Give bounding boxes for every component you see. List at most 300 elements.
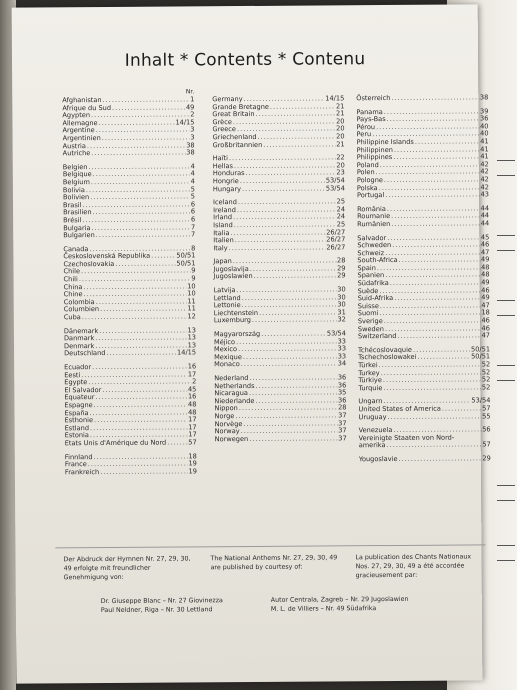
anthem-number: 53/54 [471, 396, 491, 405]
country-name: Suomi [357, 309, 379, 318]
column-1 [62, 88, 197, 476]
footer-divider [55, 544, 485, 548]
country-name: Spain [357, 263, 376, 273]
anthem-number: 21 [336, 139, 345, 148]
anthem-number: 20 [336, 132, 345, 141]
country-name: Polska [356, 183, 378, 192]
country-name: Méjico [213, 337, 236, 346]
country-name: Pologne [356, 175, 383, 185]
credits-right [271, 595, 461, 614]
country-name: Brasilien [63, 208, 92, 217]
country-name: Spanien [357, 271, 385, 280]
index-row [359, 442, 491, 451]
index-row [357, 220, 489, 229]
country-name: Uruguay [358, 412, 387, 421]
country-name: South-Africa [357, 256, 398, 265]
anthem-number: 40 [480, 129, 489, 138]
country-name: España [64, 408, 89, 417]
anthem-number: 2 [190, 110, 195, 119]
anthem-number: 50/51 [470, 345, 491, 354]
anthem-number: 8 [191, 244, 196, 253]
anthem-number: 5 [190, 184, 195, 193]
anthem-number: 7 [191, 230, 196, 239]
country-name: Italy [213, 243, 228, 252]
country-name: Türkiye [358, 376, 382, 385]
country-name: Monaco [214, 360, 240, 369]
anthem-number: 49 [480, 255, 490, 264]
country-name: Tschechoslowakei [358, 353, 417, 362]
country-name: Chine [63, 290, 83, 299]
country-name: Finnland [64, 452, 93, 461]
anthem-number: 41 [480, 144, 489, 153]
dot-leader [391, 94, 479, 102]
country-name: Esthonie [64, 416, 94, 425]
anthem-number: 57 [482, 404, 491, 413]
contents-page [12, 4, 491, 683]
country-name: Luxemburg [213, 316, 251, 325]
anthem-number: 37 [338, 426, 347, 435]
country-name: Honduras [212, 169, 245, 178]
anthem-number: 29 [337, 271, 346, 280]
anthem-number: 52 [481, 367, 491, 376]
country-name: Pays-Bas [356, 115, 386, 124]
country-name: Lettland [213, 293, 241, 302]
dot-leader [242, 185, 325, 193]
anthem-number: 44 [480, 204, 490, 213]
anthem-number: 32 [337, 315, 346, 324]
anthem-number: 39 [479, 106, 489, 115]
anthem-number: 37 [338, 434, 347, 443]
anthem-number: 4 [190, 169, 195, 178]
anthem-number: 17 [188, 423, 197, 432]
country-name: Germany [212, 95, 243, 104]
country-name: Switzerland [357, 332, 397, 341]
country-name: Griechenland [212, 132, 257, 142]
country-name: Netherlands [214, 381, 255, 390]
country-name: Philippinen [356, 145, 393, 154]
anthem-number: 26/27 [326, 227, 346, 236]
credit-line: Autor Centrala, Zagreb – Nr. 29 Jugoslawien [270, 595, 409, 604]
anthem-number: 52 [481, 360, 491, 369]
country-name: Sweden [357, 324, 384, 333]
index-row [214, 361, 346, 370]
country-name: Argentine [62, 126, 95, 135]
anthem-number: 6 [190, 200, 196, 209]
country-name: Island [213, 221, 233, 230]
country-name: Dänemark [63, 326, 99, 335]
anthem-number: 12 [187, 312, 196, 321]
anthem-number: 21 [335, 101, 345, 110]
country-name: Portugal [356, 191, 385, 200]
anthem-number: 11 [187, 304, 196, 313]
dot-leader [91, 150, 185, 158]
anthem-number: 21 [335, 109, 345, 118]
country-name: Norge [214, 412, 235, 421]
country-name: Nicaragua [214, 389, 248, 398]
country-name: Südafrika [357, 279, 389, 288]
country-name: Magyarország [213, 329, 261, 339]
country-name: Niederlande [214, 396, 255, 406]
country-name: Brasil [62, 200, 82, 209]
country-name: România [357, 204, 386, 213]
anthem-number: 23 [336, 168, 345, 177]
music-staff [497, 485, 515, 501]
country-name: amerika [358, 441, 386, 450]
index-row [65, 468, 197, 477]
country-name: Mexique [214, 352, 242, 362]
country-name: Grèce [212, 117, 232, 127]
country-name: China [63, 282, 83, 291]
anthem-number: 13 [187, 325, 196, 335]
anthem-number: 4 [190, 162, 195, 171]
column-2 [212, 87, 346, 443]
country-name: Egypte [64, 378, 88, 387]
footer-english: The National Anthems Nr. 27, 29, 30, 49 are published by courtesy of: [210, 554, 338, 572]
country-name: Jugoslavija [213, 264, 249, 274]
anthem-number: 52 [481, 375, 491, 384]
country-name: Československá Republika [63, 251, 151, 261]
country-name: Suède [357, 286, 379, 295]
country-name: United States of America [358, 404, 441, 414]
credits-left [101, 596, 251, 615]
index-row [359, 455, 491, 464]
country-name: Tchécoslovaquie [358, 345, 413, 355]
anthem-number: 57 [482, 440, 491, 449]
anthem-number: 53/54 [325, 183, 345, 192]
country-name: Türkei [358, 361, 378, 370]
index-row [357, 191, 489, 200]
dot-leader [254, 273, 337, 281]
country-name: Norvège [214, 419, 243, 428]
country-name: Mexico [214, 345, 238, 354]
country-name: Chile [63, 267, 81, 276]
page-title: Inhalt * Contents * Contenu [124, 49, 366, 71]
dot-leader [383, 384, 481, 392]
dot-leader [388, 413, 482, 421]
country-name: Brésil [63, 216, 82, 225]
anthem-number: 13 [187, 333, 196, 342]
country-name: Norway [214, 427, 240, 436]
country-name: Hungary [212, 184, 242, 193]
country-name: Czechoslovakia [63, 259, 115, 269]
anthem-number: 42 [480, 160, 489, 169]
index-row [65, 439, 197, 448]
anthem-number: 42 [480, 175, 489, 184]
country-name: Agypten [62, 111, 91, 120]
country-name: Bulgarien [63, 231, 95, 240]
country-name: Estonia [64, 431, 89, 440]
anthem-number: 49 [185, 102, 195, 112]
index-row [63, 150, 195, 159]
dot-leader [151, 253, 175, 261]
country-name: Deutschland [64, 349, 106, 358]
country-name: Panama [356, 107, 383, 116]
anthem-number: 50/51 [176, 259, 196, 268]
country-name: Iceland [212, 198, 237, 207]
anthem-number: 40 [480, 122, 489, 131]
country-name: Belgique [62, 170, 92, 179]
index-row [356, 94, 488, 103]
country-name: Greece [212, 125, 237, 134]
anthem-number: 48 [188, 407, 197, 416]
anthem-number: 46 [481, 285, 490, 295]
anthem-number: 35 [337, 388, 347, 397]
anthem-number: 57 [188, 438, 197, 447]
index-row [358, 333, 490, 342]
dot-leader [82, 313, 187, 321]
anthem-number: 45 [480, 232, 490, 241]
dot-leader [167, 439, 187, 447]
anthem-number: 46 [481, 323, 490, 332]
anthem-number: 4 [190, 177, 195, 186]
anthem-number: 29 [482, 454, 491, 463]
country-name: Great Britain [212, 110, 255, 119]
country-name: Ungarn [358, 397, 383, 406]
anthem-number: 55 [482, 411, 491, 420]
index-row [214, 317, 346, 326]
anthem-number: 20 [336, 124, 345, 133]
country-name: Colombia [63, 297, 95, 307]
dot-leader [229, 244, 326, 252]
index-row [64, 313, 196, 322]
anthem-number: 14/15 [325, 94, 345, 103]
country-name: Argentinien [62, 133, 101, 143]
country-name: Etats Unis d'Amérique du Nord [64, 438, 167, 448]
dot-leader [398, 455, 481, 463]
anthem-number: 17 [188, 415, 197, 424]
anthem-number: 7 [190, 222, 196, 231]
music-staff [497, 160, 515, 176]
anthem-number: 33 [337, 336, 347, 345]
anthem-number: 9 [191, 266, 196, 275]
credit-line: Dr. Giuseppe Blanc – Nr. 27 Giovinezza [100, 597, 223, 606]
anthem-number: 38 [186, 148, 195, 157]
dot-leader [96, 231, 190, 239]
anthem-number: 42 [480, 182, 489, 191]
anthem-number: 18 [481, 308, 490, 317]
country-name: Espagne [64, 401, 93, 410]
country-name: Equateur [64, 393, 95, 402]
anthem-number: 6 [190, 207, 196, 216]
credit-line: M. L. de Villiers – Nr. 49 Südafrika [270, 605, 377, 613]
country-name: Suid-Afrika [357, 294, 394, 303]
anthem-number: 10 [187, 289, 196, 298]
anthem-number: 48 [481, 270, 490, 279]
country-name: Italia [213, 228, 230, 237]
anthem-number: 56 [482, 425, 491, 434]
country-name: Eesti [64, 370, 81, 379]
anthem-number: 36 [480, 114, 489, 123]
anthem-number: 14/15 [177, 348, 197, 357]
anthem-number: 16 [187, 362, 197, 371]
country-name: Jugoslawien [213, 272, 253, 281]
anthem-number: 38 [186, 140, 195, 149]
country-name: Estland [64, 423, 90, 433]
country-name: Italien [213, 236, 234, 245]
anthem-number: 13 [187, 341, 197, 350]
country-name: Österreich [356, 93, 391, 103]
country-name: Pérou [356, 122, 376, 132]
country-name: Poland [356, 160, 379, 169]
country-name: Canada [63, 244, 89, 253]
dot-leader [100, 468, 187, 476]
anthem-number: 19 [188, 467, 197, 476]
dot-leader [391, 220, 479, 228]
music-staff [497, 235, 515, 251]
country-name: Cuba [63, 313, 81, 322]
dot-leader [252, 317, 337, 325]
column-3 [356, 86, 491, 463]
anthem-number: 41 [480, 152, 489, 161]
anthem-number: 14/15 [175, 118, 195, 127]
country-name: Frankreich [64, 467, 100, 476]
country-name: Irland [213, 213, 233, 222]
dot-leader [106, 350, 176, 358]
credit-line: Paul Neldner, Riga – Nr. 30 Lettland [100, 606, 213, 615]
country-name: Rumänien [357, 219, 391, 229]
country-name: El Salvador [64, 385, 102, 395]
footer-french: La publication des Chants Nationaux Nos. 27, 29, 30, 49 a été accordée gracieusement par: [355, 553, 472, 580]
anthem-number: 31 [337, 308, 346, 317]
anthem-number: 22 [336, 153, 345, 162]
anthem-number: 5 [190, 192, 195, 201]
country-name: Sverige [357, 317, 383, 326]
music-staff [497, 365, 515, 381]
dot-leader [397, 333, 480, 341]
dot-leader [385, 191, 479, 199]
dot-leader [263, 141, 335, 149]
country-name: Allemagne [62, 118, 98, 128]
anthem-number: 49 [481, 293, 490, 302]
country-name: Haïti [212, 154, 228, 163]
anthem-number: 53/54 [325, 176, 345, 185]
anthem-number: 29 [337, 264, 346, 273]
anthem-number: 50/51 [471, 352, 491, 361]
anthem-number: 53/54 [326, 329, 346, 338]
country-name: Philippines [356, 153, 393, 162]
anthem-number: 34 [337, 359, 347, 368]
anthem-number: 30 [337, 285, 346, 294]
anthem-number: 37 [338, 411, 347, 420]
country-name: Yougoslavie [358, 454, 398, 464]
country-name: Danmark [63, 334, 95, 343]
anthem-number: 16 [187, 392, 197, 401]
country-name: Polen [356, 168, 375, 177]
dot-leader [387, 442, 482, 450]
anthem-number: 17 [188, 430, 197, 439]
country-name: Schweiz [357, 248, 385, 257]
anthem-number: 36 [337, 380, 347, 389]
country-name: Norwegen [214, 434, 249, 443]
country-name: Belgium [62, 178, 90, 187]
anthem-number: 43 [480, 190, 489, 199]
music-staff [497, 545, 515, 561]
country-name: Belgien [62, 162, 88, 172]
anthem-number: 36 [337, 373, 347, 382]
country-name: Venezuela [358, 426, 393, 435]
anthem-number: 45 [187, 385, 197, 394]
anthem-number: 17 [187, 369, 197, 379]
index-row [213, 244, 345, 253]
anthem-number: 30 [337, 300, 346, 309]
country-name: Autriche [62, 149, 91, 158]
index-row [213, 141, 345, 150]
anthem-number: 1 [190, 95, 195, 104]
anthem-number: 42 [480, 167, 489, 176]
country-name: Afghanistan [62, 96, 102, 105]
index-row [63, 231, 195, 240]
country-name: Chili [63, 275, 78, 284]
country-name: Japan [213, 257, 232, 266]
anthem-number: 47 [480, 247, 490, 257]
anthem-number: 25 [336, 197, 346, 206]
anthem-number: 47 [481, 301, 490, 310]
country-name: Bulgaria [63, 223, 91, 232]
country-name: Liechtenstein [213, 308, 259, 318]
country-name: Philippine Islands [356, 137, 414, 147]
music-staff [497, 300, 515, 316]
anthem-number: 28 [337, 256, 346, 265]
index-row [64, 350, 196, 359]
anthem-number: 44 [480, 219, 490, 228]
anthem-number: 41 [480, 137, 489, 146]
anthem-number: 19 [188, 459, 197, 468]
anthem-number: 9 [191, 274, 196, 283]
country-name: Nippon [214, 404, 238, 413]
anthem-number: 25 [336, 220, 346, 229]
anthem-number: 37 [338, 418, 347, 427]
anthem-number: 3 [190, 133, 195, 142]
country-name: Ireland [213, 205, 236, 214]
anthem-number: 3 [190, 125, 195, 134]
anthem-number: 48 [188, 400, 197, 409]
country-name: Peru [356, 130, 372, 139]
country-name: Afrique du Sud [62, 103, 112, 112]
anthem-number: 20 [336, 117, 345, 126]
anthem-number: 52 [481, 383, 491, 392]
country-name: Nederland [214, 373, 249, 383]
country-name: France [64, 460, 87, 469]
anthem-number: 6 [190, 215, 196, 224]
country-name: Ecuador [64, 363, 92, 372]
country-name: Turkey [358, 368, 380, 377]
anthem-number: 11 [187, 297, 196, 306]
anthem-number: 18 [188, 451, 197, 460]
anthem-number: 33 [337, 352, 347, 361]
country-name: Latvija [213, 286, 236, 295]
anthem-number: 10 [187, 282, 196, 291]
anthem-number: 48 [481, 263, 490, 272]
country-name: Columbien [63, 305, 100, 314]
country-name: Suisse [357, 301, 379, 311]
country-name: Denmark [63, 341, 95, 351]
anthem-number: 24 [336, 212, 346, 221]
anthem-number: 28 [338, 403, 347, 412]
anthem-number: 33 [337, 344, 347, 353]
anthem-number: 44 [480, 211, 490, 220]
country-name: Roumanie [357, 212, 391, 221]
dot-leader [241, 361, 337, 369]
country-name: Hellas [212, 161, 233, 170]
dot-leader [249, 435, 337, 443]
anthem-number: 36 [337, 396, 347, 405]
country-name: Hongrie [212, 176, 239, 186]
anthem-number: 46 [481, 316, 490, 325]
country-name: Großbritannien [212, 140, 263, 149]
index-row [358, 384, 490, 393]
anthem-number: 2 [192, 377, 197, 386]
anthem-number: 38 [479, 93, 489, 102]
